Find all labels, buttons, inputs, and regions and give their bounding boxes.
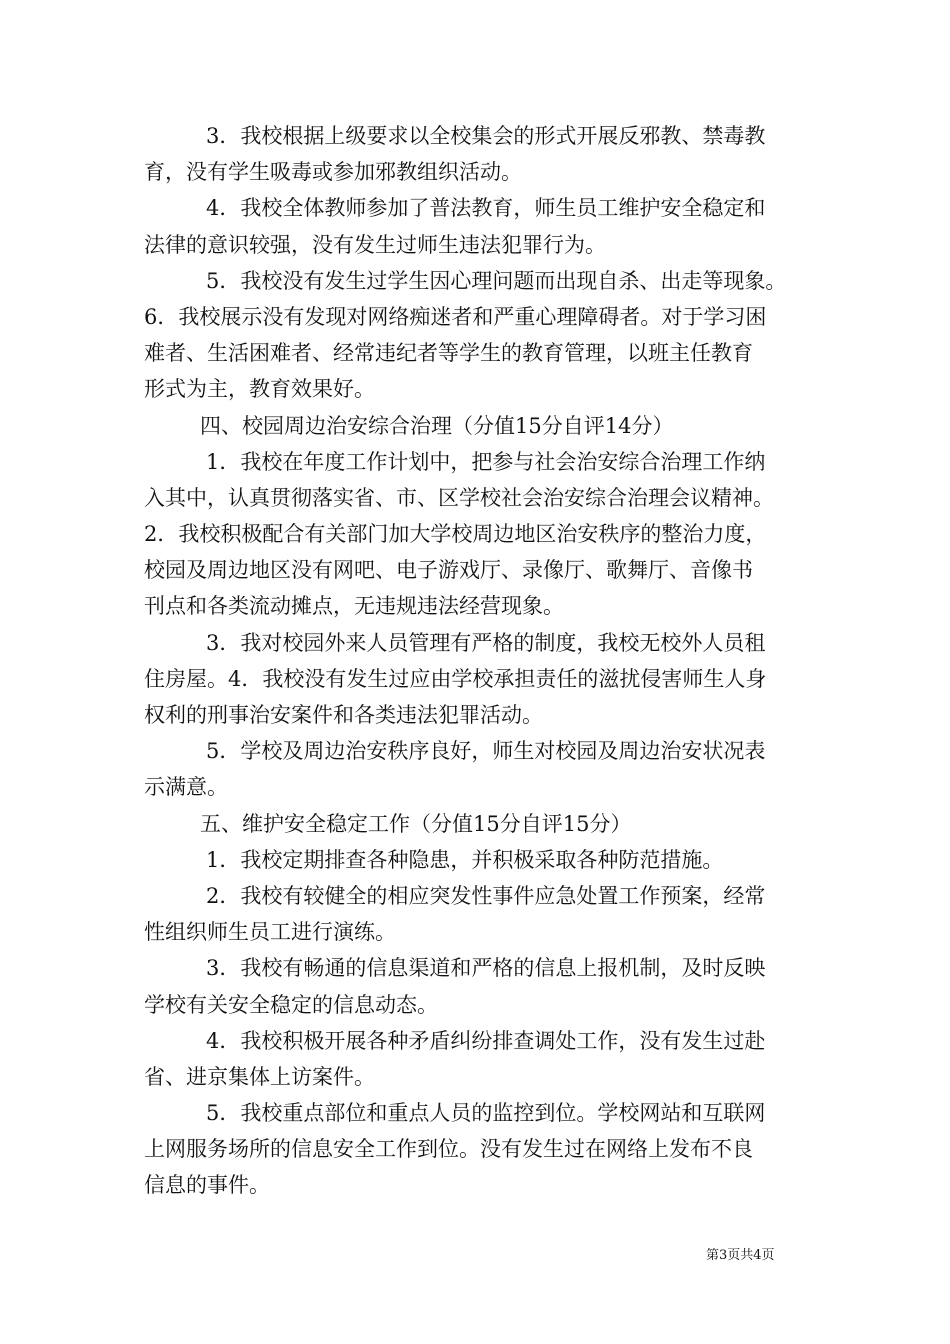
text-line: 2．我校积极配合有关部门加大学校周边地区治安秩序的整治力度， [144,522,767,547]
text-line: 入其中，认真贯彻落实省、市、区学校社会治安综合治理会议精神。 [144,485,774,510]
text-line: 示满意。 [144,775,228,800]
text-line: 五、维护安全稳定工作（分值15分自评15分） [200,811,632,836]
text-line: 性组织师生员工进行演练。 [144,920,396,945]
text-line: 刊点和各类流动摊点，无违规违法经营现象。 [144,594,564,619]
text-line: 6．我校展示没有发现对网络痴迷者和严重心理障碍者。对于学习困 [144,304,767,329]
document-body [144,118,824,1204]
text-line: 住房屋。4．我校没有发生过应由学校承担责任的滋扰侵害师生人身 [144,666,767,691]
text-line: 权利的刑事治安案件和各类违法犯罪活动。 [144,703,543,727]
text-line: 学校有关安全稳定的信息动态。 [144,992,438,1017]
text-line: 信息的事件。 [144,1173,270,1198]
text-line: 上网服务场所的信息安全工作到位。没有发生过在网络上发布不良 [144,1137,753,1162]
text-line: 校园及周边地区没有网吧、电子游戏厅、录像厅、歌舞厅、音像书 [144,558,753,583]
text-line: 1．我校在年度工作计划中，把参与社会治安综合治理工作纳 [206,449,766,474]
text-line: 四、校园周边治安综合治理（分值15分自评14分） [200,413,674,438]
text-line: 形式为主，教育效果好。 [144,377,375,402]
text-line: 3．我校有畅通的信息渠道和严格的信息上报机制，及时反映 [206,956,766,981]
text-line: 省、进京集体上访案件。 [144,1064,375,1089]
text-line: 1．我校定期排查各种隐患，并积极采取各种防范措施。 [206,847,724,872]
text-line: 2．我校有较健全的相应突发性事件应急处置工作预案，经常 [206,883,766,908]
text-line: 法律的意识较强，没有发生过师生违法犯罪行为。 [144,232,606,257]
text-line: 5．学校及周边治安秩序良好，师生对校园及周边治安状况表 [206,739,766,764]
page-number: 第3页共4页 [706,1248,775,1263]
text-line: 难者、生活困难者、经常违纪者等学生的教育管理，以班主任教育 [144,341,753,366]
text-line: 3．我校根据上级要求以全校集会的形式开展反邪教、禁毒教 [206,124,766,148]
text-line: 5．我校没有发生过学生因心理问题而出现自杀、出走等现象。 [206,268,787,293]
text-line: 4．我校积极开展各种矛盾纠纷排查调处工作，没有发生过赴 [206,1028,766,1053]
text-line: 3．我对校园外来人员管理有严格的制度，我校无校外人员租 [206,630,766,655]
text-line: 育，没有学生吸毒或参加邪教组织活动。 [144,160,522,185]
text-line: 4．我校全体教师参加了普法教育，师生员工维护安全稳定和 [206,196,766,221]
text-line: 5．我校重点部位和重点人员的监控到位。学校网站和互联网 [206,1101,766,1126]
